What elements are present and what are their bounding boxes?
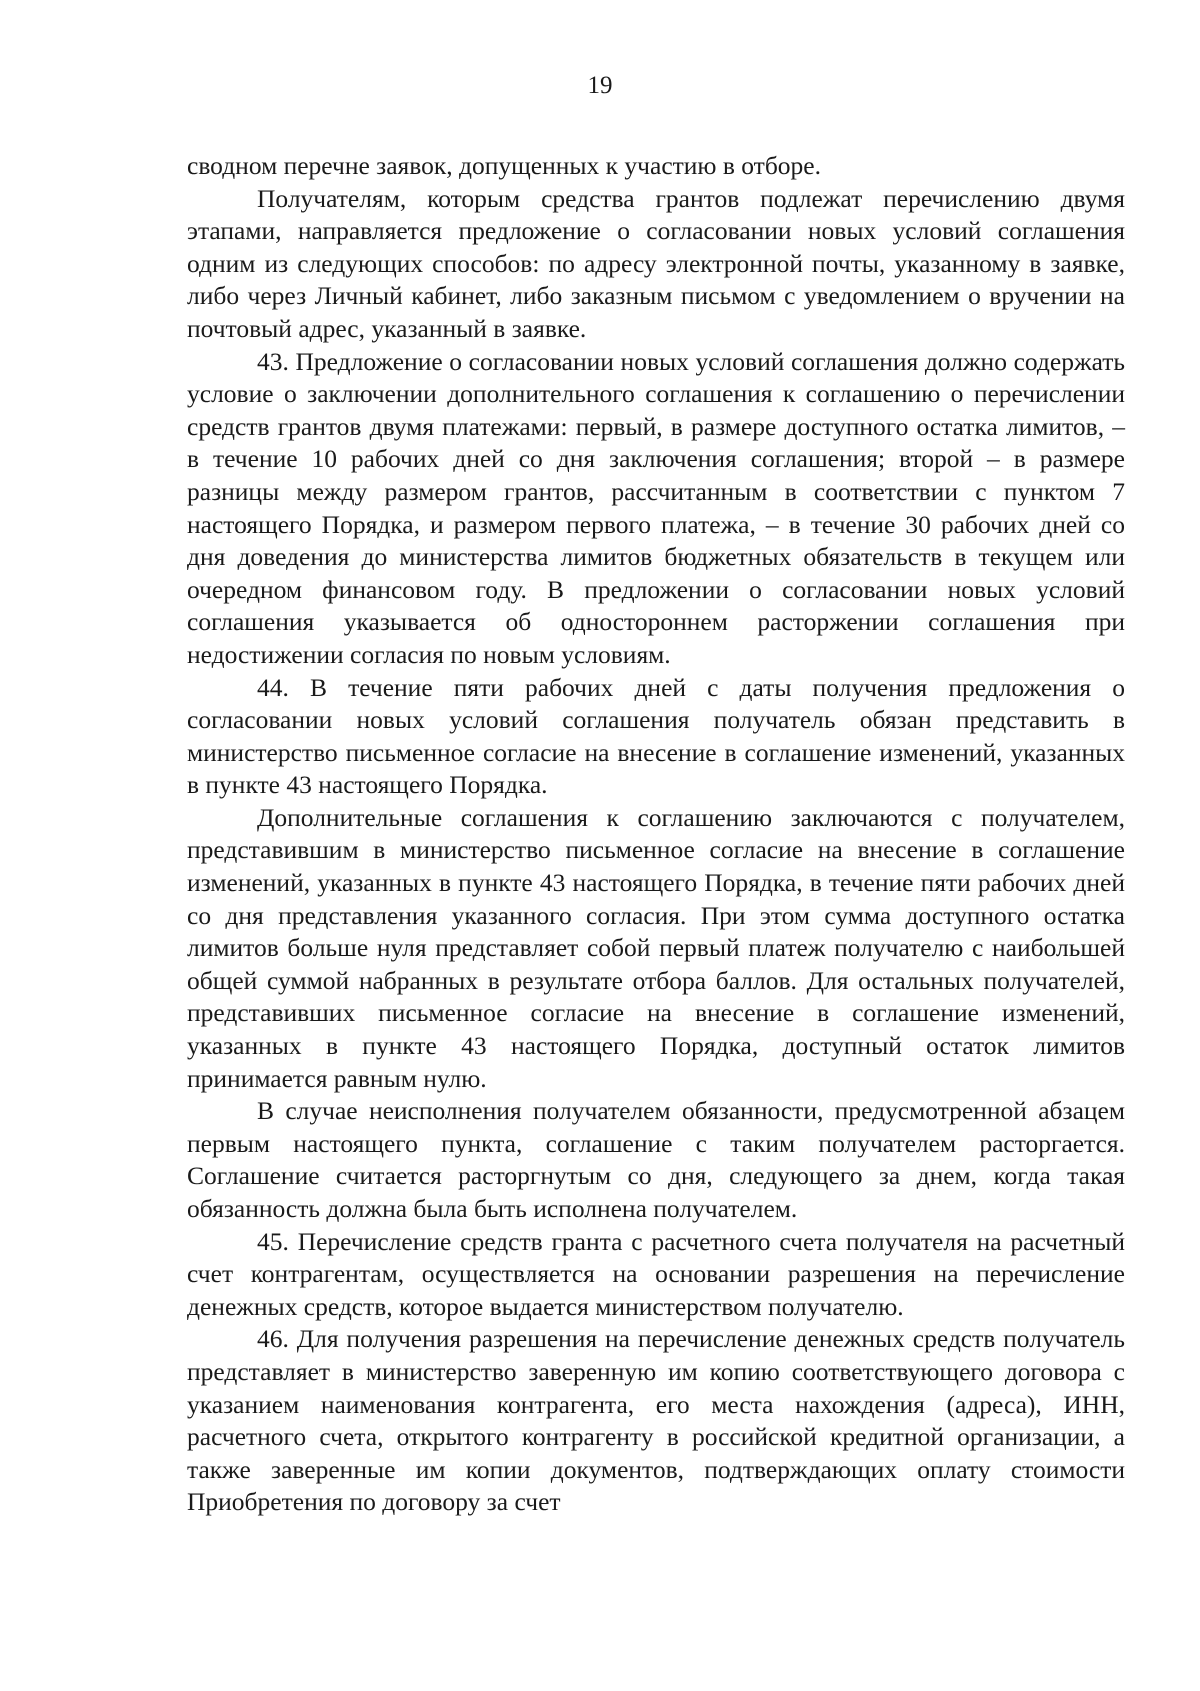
document-body: [187, 150, 1125, 1519]
paragraph-recipients-two-stages: Получателям, которым средства грантов подлежат перечислению двумя этапами, направляется предложение о согласовании новых условий соглашения одним из следующих способов: по адресу электронной почты, указанному в заявке, либо через Личный кабинет, либо заказным письмом с уведомлением о вручении на почтовый адрес, указанный в заявке.: [187, 183, 1125, 343]
paragraph-termination: В случае неисполнения получателем обязанности, предусмотренной абзацем первым настоящего пункта, соглашение с таким получателем расторгается. Соглашение считается расторгнутым со дня, следующего за днем, когда такая обязанность должна была быть исполнена получателем.: [187, 1096, 1125, 1223]
paragraph-clause-46: 46. Для получения разрешения на перечисление денежных средств получатель представляет в министерство заверенную им копию соответствующего договора с указанием наименования контрагента, его места нахождения (адреса), ИНН, расчетного счета, открытого контрагенту в российской кредитной организации, а также заверенные им копии документов, подтверждающих оплату стоимости Приобретения по договору за счет: [187, 1324, 1125, 1517]
paragraph-additional-agreements: Дополнительные соглашения к соглашению заключаются с получателем, представившим в министерство письменное согласие на внесение в соглашение изменений, указанных в пункте 43 настоящего Порядка, в течение пяти рабочих дней со дня представления указанного согласия. При этом сумма доступного остатка лимитов больше нуля представляет собой первый платеж получателю с наибольшей общей суммой набранных в результате отбора баллов. Для остальных получателей, представивших письменное согласие на внесение в соглашение изменений, указанных в пункте 43 настоящего Порядка, доступный остаток лимитов принимается равным нулю.: [187, 802, 1125, 1093]
page-number: 19: [587, 72, 613, 99]
paragraph-clause-45: 45. Перечисление средств гранта с расчетного счета получателя на расчетный счет контрагентам, осуществляется на основании разрешения на перечисление денежных средств, которое выдается министерством получателю.: [187, 1226, 1125, 1321]
paragraph-clause-43: 43. Предложение о согласовании новых условий соглашения должно содержать условие о заключении дополнительного соглашения к соглашению о перечислении средств грантов двумя платежами: первый, в размере доступного остатка лимитов, – в течение 10 рабочих дней со дня заключения соглашения; второй – в размере разницы между размером грантов, рассчитанным в соответствии с пунктом 7 настоящего Порядка, и размером первого платежа, – в течение 30 рабочих дней со дня доведения до министерства лимитов бюджетных обязательств в текущем или очередном финансовом году. В предложении о согласовании новых условий соглашения указывается об одностороннем расторжении соглашения при недостижении согласия по новым условиям.: [187, 346, 1125, 669]
paragraph-continuation: сводном перечне заявок, допущенных к участию в отборе.: [187, 151, 821, 180]
paragraph-clause-44: 44. В течение пяти рабочих дней с даты получения предложения о согласовании новых условий соглашения получатель обязан представить в министерство письменное согласие на внесение в соглашение изменений, указанных в пункте 43 настоящего Порядка.: [187, 672, 1125, 800]
